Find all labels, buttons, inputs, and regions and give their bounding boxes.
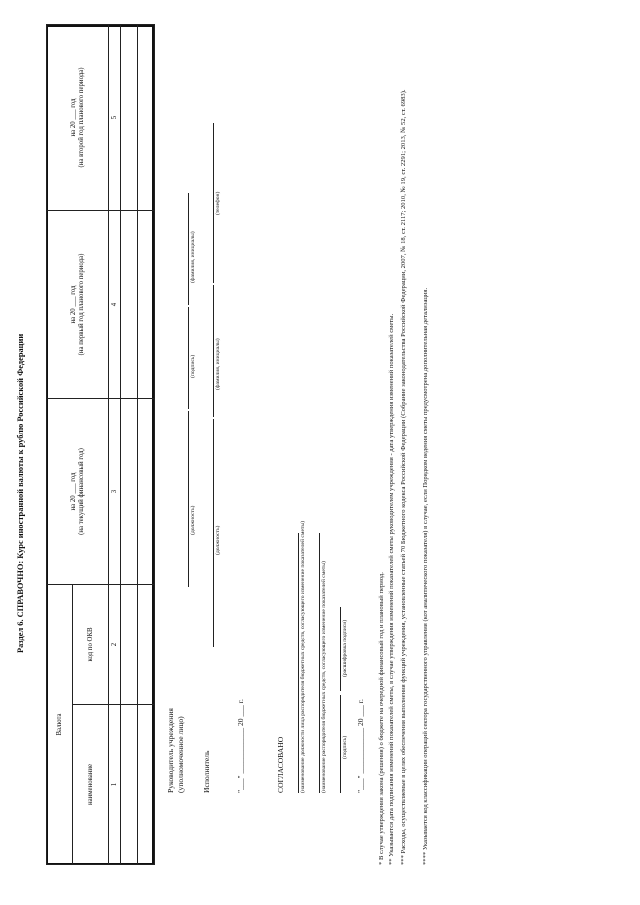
table-cell-empty [121, 585, 138, 705]
approval-decoding-line [340, 607, 341, 691]
header-current-year-line1: на 20 ___ год [69, 472, 77, 511]
footnote-2: ** Указывается дата подписания изменений показателей сметы, в случае утверждения изменений показателей сметы руководителем учреждения - дата утверждения изменений показателей сметы. [388, 313, 395, 865]
footnote-3: *** Расходы, осуществляемые в целях обеспечения выполнения функций учреждения, установленные статьей 70 Бюджетного кодекса Российской Федерации (Собрание законодательства Российской Федерации, 2007, № 18, ст. 2117; 2010, № 19, ст. 2291; 2013, № 52, ст. 6983). [400, 89, 407, 865]
head-signature-line [188, 307, 189, 409]
currency-rate-table [46, 24, 155, 865]
header-second-plan-year [47, 25, 109, 211]
column-number-2: 2 [109, 585, 121, 705]
approval-signature-caption: (подпись) [342, 735, 348, 759]
footnote-1: * В случае утверждения закона (решения) о бюджете на очередной финансовый год и плановый период. [378, 572, 385, 865]
executor-name-caption: (фамилия, инициалы) [215, 338, 221, 390]
header-second-plan-year-line1: на 20 ___ год [69, 98, 77, 137]
column-number-4: 4 [109, 211, 121, 399]
header-first-plan-year-line1: на 20 ___ год [69, 285, 77, 324]
executor-position-caption: (должность) [215, 525, 221, 555]
header-first-plan-year [47, 211, 109, 399]
table-cell-empty [121, 705, 138, 865]
header-first-plan-year-line2: (на первый год планового периода) [77, 253, 85, 356]
table-cell-empty [138, 705, 155, 865]
head-label-sub: (уполномоченное лицо) [176, 716, 185, 793]
executor-phone-line [213, 123, 214, 283]
table-cell-empty [138, 399, 155, 585]
column-number-5: 5 [109, 25, 121, 211]
executor-phone-caption: (телефон) [215, 191, 221, 215]
approval-caption-2: (наименование распорядителя бюджетных средств, согласующего изменение показателей сметы) [321, 561, 327, 793]
section-title: Раздел 6. СПРАВОЧНО: Курс иностранной валюты к рублю Российской Федерации [16, 333, 25, 653]
table-cell-empty [121, 25, 138, 211]
head-signature-caption: (подпись) [190, 354, 196, 378]
approval-title: СОГЛАСОВАНО [276, 736, 285, 793]
column-number-1: 1 [109, 705, 121, 865]
signature-date: "___" ____________ 20 ___ г. [236, 699, 245, 793]
table-cell-empty [138, 211, 155, 399]
head-position-line [188, 411, 189, 587]
column-number-3: 3 [109, 399, 121, 585]
head-position-caption: (должность) [190, 505, 196, 535]
header-name: наименование [73, 705, 109, 865]
header-second-plan-year-line2: (на второй год планового периода) [77, 67, 85, 168]
table-cell-empty [121, 211, 138, 399]
executor-label: Исполнитель [202, 750, 211, 793]
approval-caption-1: (наименование должности лица распорядителя бюджетных средств, согласующего изменение показателей сметы) [300, 520, 306, 793]
executor-position-line [213, 419, 214, 647]
table-cell-empty [138, 25, 155, 211]
approval-signature-line [340, 695, 341, 793]
head-name-caption: (фамилия, инициалы) [190, 231, 196, 283]
approval-decoding-caption: (расшифровка подписи) [342, 619, 348, 677]
head-label: Руководитель учреждения [166, 708, 175, 793]
footnote-4: **** Указывается код классификации операций сектора государственного управления (кот аналитического показателя) в случае, если Порядком ведения сметы предусмотрена дополнительная детализация. [422, 287, 429, 865]
table-cell-empty [138, 585, 155, 705]
executor-name-line [213, 285, 214, 417]
table-cell-empty [121, 399, 138, 585]
approval-line-1 [298, 533, 299, 793]
approval-line-2 [319, 533, 320, 793]
head-name-line [188, 193, 189, 305]
header-current-year [47, 399, 109, 585]
approval-date: "___" ____________ 20 ___ г. [356, 699, 365, 793]
header-current-year-line2: (на текущий финансовый год) [77, 448, 85, 535]
header-okv-code: код по ОКВ [73, 585, 109, 705]
header-currency: Валюта [47, 585, 73, 865]
